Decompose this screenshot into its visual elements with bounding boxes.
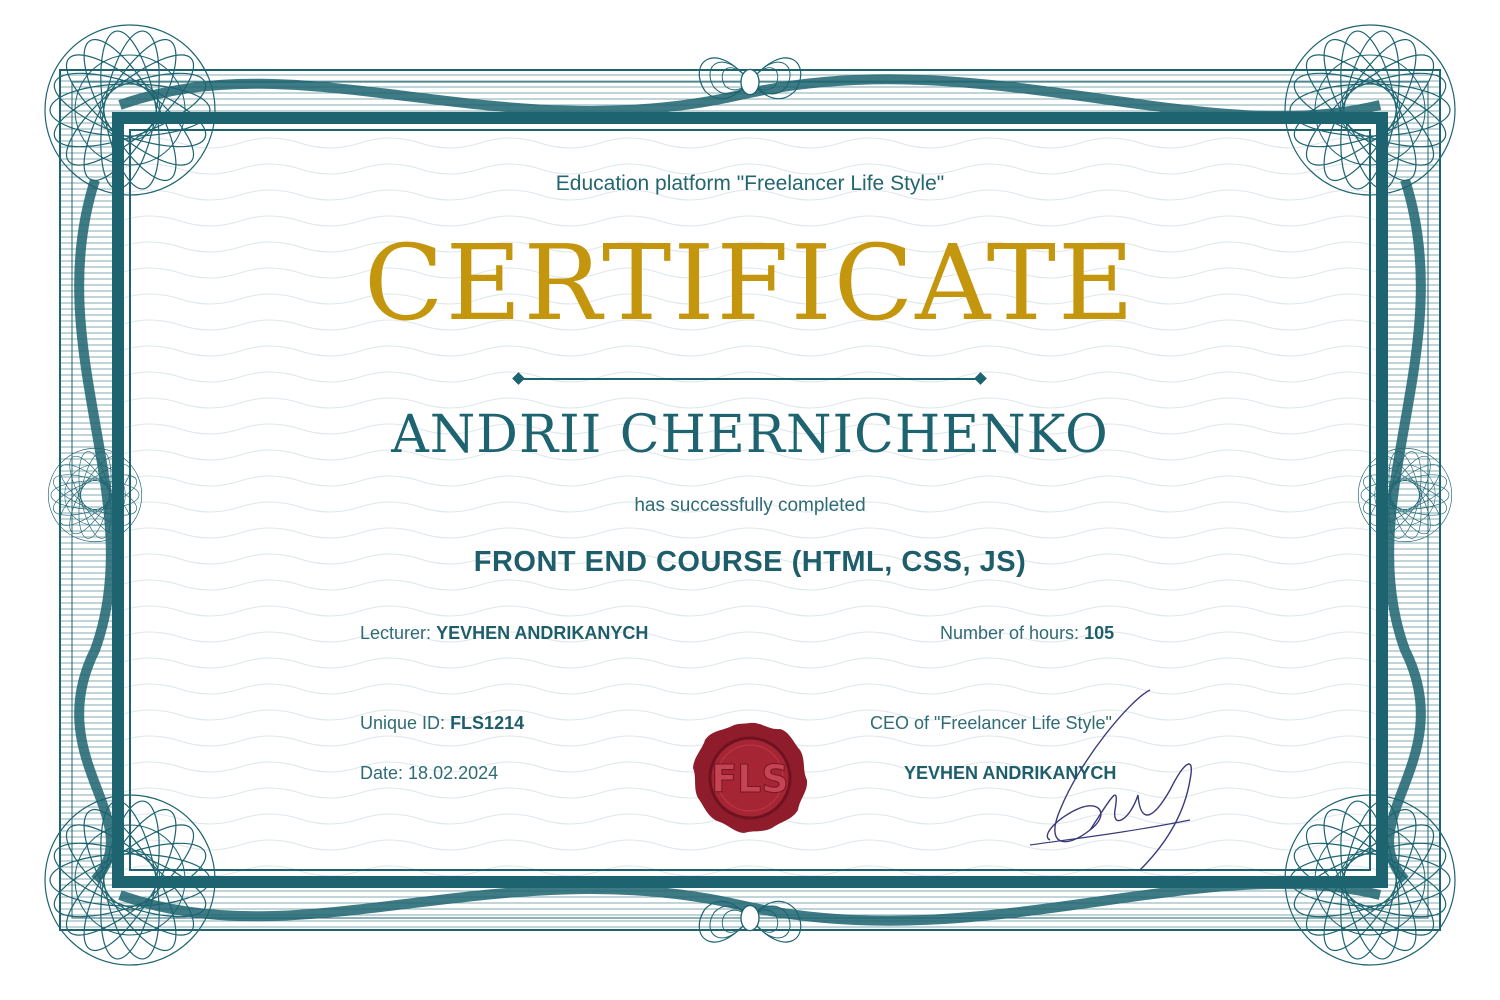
hours-line: [940, 623, 1114, 644]
platform-line: Education platform "Freelancer Life Style": [555, 172, 945, 195]
unique-id-label: Unique ID:: [360, 713, 446, 733]
unique-id-value: FLS1214: [450, 713, 525, 733]
hours-label: Number of hours:: [940, 623, 1080, 643]
course-title: FRONT END COURSE (HTML, CSS, JS): [473, 546, 1027, 578]
date-label: Date:: [360, 763, 404, 783]
ceo-role: CEO of "Freelancer Life Style": [870, 713, 1112, 733]
recipient-name: ANDRII CHERNICHENKO: [391, 405, 1109, 465]
wax-seal-icon: [690, 720, 810, 835]
seal-text: FLS: [711, 757, 789, 801]
lecturer-line: [360, 623, 648, 644]
unique-id-line: [360, 713, 524, 734]
lecturer-label: Lecturer:: [360, 623, 432, 643]
ceo-name: YEVHEN ANDRIKANYCH: [904, 763, 1117, 783]
certificate-title: CERTIFICATE: [364, 222, 1136, 344]
date-line: [360, 763, 498, 784]
hours-value: 105: [1084, 623, 1115, 643]
signature: [1020, 680, 1220, 880]
date-value: 18.02.2024: [408, 763, 499, 783]
lecturer-name: YEVHEN ANDRIKANYCH: [436, 623, 649, 643]
completion-text: has successfully completed: [634, 495, 866, 516]
